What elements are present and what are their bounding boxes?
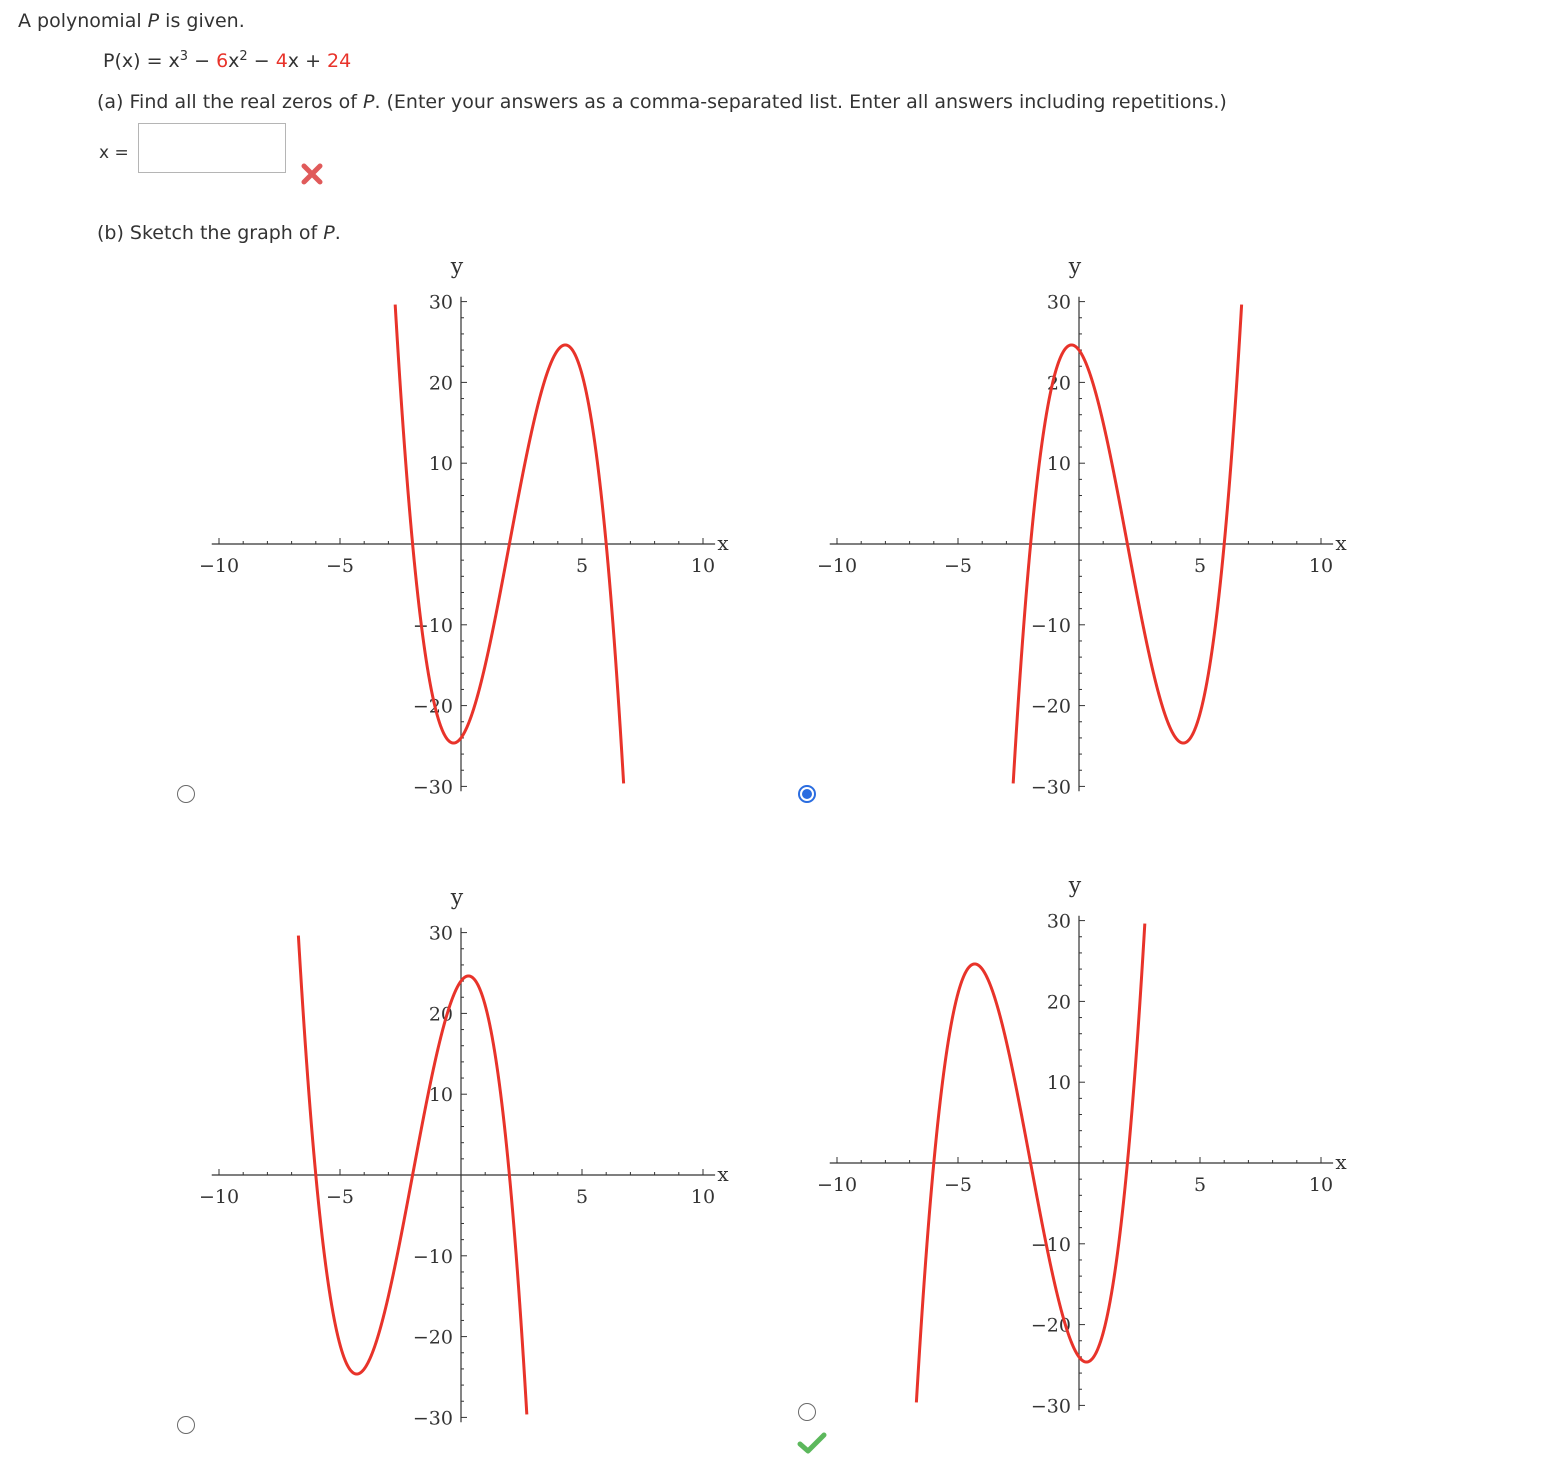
y-tick-label: −20 (1030, 1314, 1071, 1337)
x-tick-label: −10 (816, 1174, 858, 1196)
y-tick-label: 30 (428, 922, 453, 945)
y-tick-label: 10 (428, 1084, 453, 1107)
x-axis-label: x (1335, 1150, 1347, 1174)
x-tick-label: −5 (943, 555, 973, 577)
option-1-chart (199, 255, 729, 799)
formula-constant-24: 24 (327, 50, 352, 72)
intro-text: A polynomial (18, 10, 148, 32)
x-tick-label: 5 (1193, 555, 1207, 577)
y-tick-label: 10 (1046, 453, 1071, 476)
option-4-chart (817, 874, 1347, 1418)
x-tick-label: 10 (690, 555, 716, 577)
y-tick-label: −10 (1030, 1233, 1071, 1256)
y-tick-label: 30 (1046, 291, 1071, 314)
x-tick-label: −10 (198, 1186, 240, 1208)
x-tick-label: 5 (575, 555, 589, 577)
option-2-chart (817, 255, 1347, 799)
x-tick-label: −10 (198, 555, 240, 577)
intro-variable: P (147, 10, 160, 32)
x-tick-label: −10 (816, 555, 858, 577)
x-tick-label: −5 (325, 1186, 355, 1208)
part-a-variable: P (362, 91, 375, 113)
x-axis-label: x (1335, 531, 1347, 555)
x-tick-label: 10 (690, 1186, 716, 1208)
y-tick-label: −30 (412, 776, 453, 799)
formula-exponent-2: 2 (239, 49, 248, 64)
y-tick-label: −10 (1030, 614, 1071, 637)
part-b-text: (b) Sketch the graph of (97, 222, 324, 244)
y-tick-label: 20 (428, 1003, 453, 1026)
y-tick-label: −10 (412, 614, 453, 637)
y-tick-label: 20 (1046, 991, 1071, 1014)
x-axis-label: x (717, 531, 729, 555)
x-tick-label: −5 (325, 555, 355, 577)
option-3-chart (199, 886, 729, 1430)
graph-option-3-radio[interactable] (177, 1416, 195, 1434)
y-tick-label: 10 (428, 453, 453, 476)
formula-exponent-3: 3 (179, 49, 189, 64)
x-tick-label: 5 (1193, 1174, 1207, 1196)
y-tick-label: −20 (1030, 695, 1071, 718)
x-tick-label: −5 (943, 1174, 973, 1196)
y-tick-label: −30 (1030, 776, 1071, 799)
correct-check-icon (797, 1432, 827, 1454)
y-axis-label: y (1068, 873, 1082, 899)
y-tick-label: −20 (412, 1326, 453, 1349)
x-tick-label: 10 (1308, 1174, 1334, 1196)
formula-coefficient-4: 4 (275, 50, 288, 72)
intro-text-end: is given. (159, 10, 245, 32)
y-tick-label: −10 (412, 1245, 453, 1268)
graph-option-4-radio[interactable] (798, 1403, 816, 1421)
formula-lhs: P(x) = x (103, 50, 180, 72)
part-a-text-end: . (Enter your answers as a comma-separated list. Enter all answers including repetitions.) (374, 91, 1227, 113)
x-tick-label: 10 (1308, 555, 1334, 577)
formula-variable: x (228, 50, 240, 72)
y-axis-label: y (450, 885, 464, 911)
answer-label: x = (99, 143, 129, 163)
y-tick-label: −20 (412, 695, 453, 718)
x-axis-label: x (717, 1162, 729, 1186)
y-tick-label: −30 (412, 1407, 453, 1430)
y-axis-label: y (1068, 254, 1082, 280)
y-tick-label: 30 (1046, 910, 1071, 933)
part-a-text: (a) Find all the real zeros of (97, 91, 363, 113)
formula-operator: − (188, 50, 217, 72)
formula-operator: + (299, 50, 328, 72)
y-tick-label: 20 (428, 372, 453, 395)
y-tick-label: 30 (428, 291, 453, 314)
part-b-text-end: . (334, 222, 341, 244)
y-axis-label: y (450, 254, 464, 280)
formula-variable: x (287, 50, 300, 72)
formula-coefficient-6: 6 (216, 50, 229, 72)
y-tick-label: −30 (1030, 1395, 1071, 1418)
graph-option-1-radio[interactable] (177, 785, 195, 803)
graph-option-2-radio[interactable] (798, 785, 816, 803)
x-tick-label: 5 (575, 1186, 589, 1208)
formula-operator: − (247, 50, 276, 72)
y-tick-label: 10 (1046, 1072, 1071, 1095)
y-tick-label: 20 (1046, 372, 1071, 395)
part-b-variable: P (323, 222, 335, 244)
